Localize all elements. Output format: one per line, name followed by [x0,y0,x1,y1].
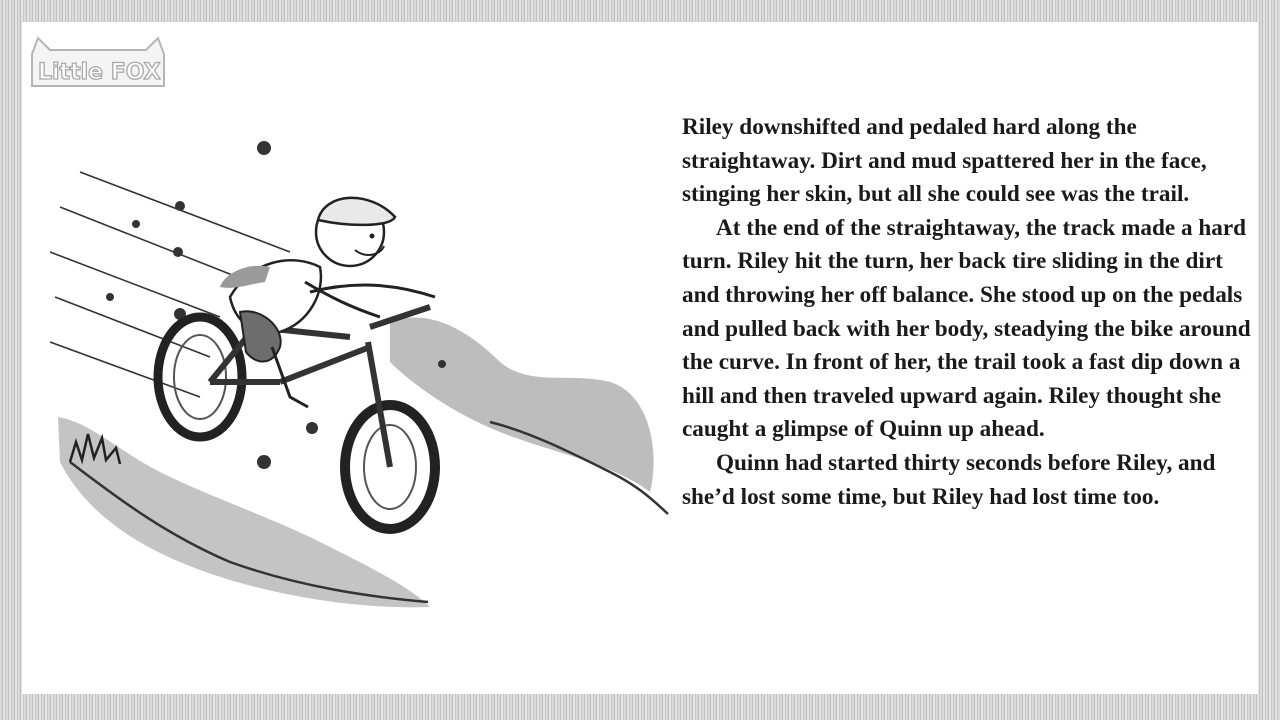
book-page [22,22,1258,694]
logo-text: Little FOX [38,60,161,85]
trail-upper-shape [390,318,654,492]
story-paragraph-2: At the end of the straightaway, the track made a hard turn. Riley hit the turn, her back tire sliding in the dirt and throwing her off balance. She stood up on the pedals and pulled back with her body, steadying the bike around the curve. In front of her, the trail took a fast dip down a hill and then traveled upward again. Riley thought she caught a glimpse of Quinn up ahead. [682,214,1251,443]
trail-lower-shape [58,417,430,607]
fox-logo-icon [28,32,168,94]
story-paragraph-3: Quinn had started thirty seconds before Riley, and she’d lost some time, but Riley had lost time too. [682,449,1216,510]
little-fox-logo [28,32,168,94]
story-text [682,111,1262,514]
cyclist-illustration [50,132,680,622]
story-paragraph-1: Riley downshifted and pedaled hard along the straightaway. Dirt and mud spattered her in the face, stinging her skin, but all she could see was the trail. [682,114,1207,208]
helmet-icon [318,198,395,225]
